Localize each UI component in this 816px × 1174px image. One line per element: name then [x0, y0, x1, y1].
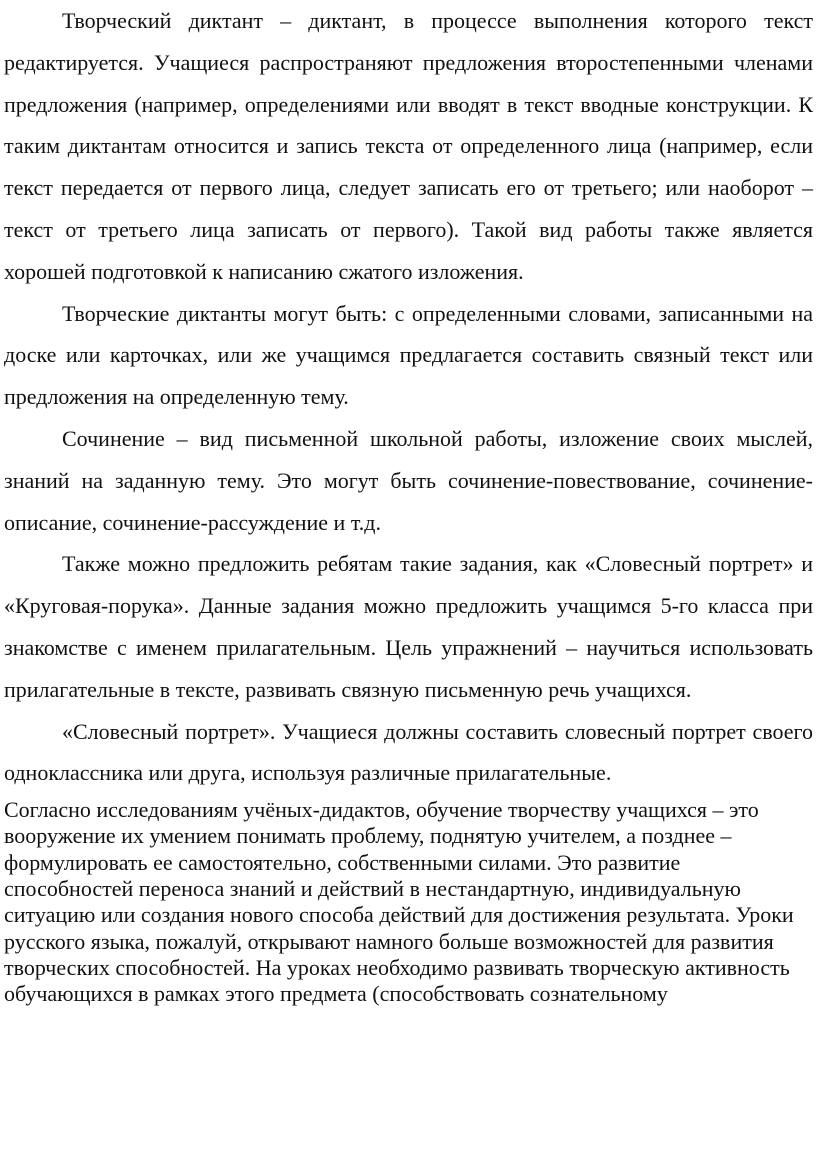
paragraph-creative-dictation: Творческий диктант – диктант, в процессе выполнения которого текст редактируется. Учащиеся распространяют предложения второстепенными членами предложения (например, определениями или вводят в текст вводные конструкции. К таким диктантам относится и запись текста от определенного лица (например, если текст передается от первого лица, следует записать его от третьего; или наоборот – текст от третьего лица записать от первого). Такой вид работы также является хорошей подготовкой к написанию сжатого изложения. [4, 8, 813, 284]
paragraph-research-conclusion: Согласно исследованиям учёных-дидактов, обучение творчеству учащихся – это вооружение их умением понимать проблему, поднятую учителем, а позднее – формулировать ее самостоятельно, собственными силами. Это развитие способностей переноса знаний и действий в нестандартную, индивидуальную ситуацию или создания нового способа действий для достижения результата. Уроки русского языка, пожалуй, открывают намного больше возможностей для развития творческих способностей. На уроках необходимо развивать творческую активность обучающихся в рамках этого предмета (способствовать сознательному [4, 797, 794, 1007]
paragraph-creative-dictation-types: Творческие диктанты могут быть: с определенными словами, записанными на доске или карточках, или же учащимся предлагается составить связный текст или предложения на определенную тему. [4, 300, 813, 410]
paragraph-verbal-portrait: «Словесный портрет». Учащиеся должны составить словесный портрет своего одноклассника или друга, используя различные прилагательные. [4, 718, 813, 786]
paragraph-tasks: Также можно предложить ребятам такие задания, как «Словесный портрет» и «Круговая-порука». Данные задания можно предложить учащимся 5-го класса при знакомстве с именем прилагательным. Цель упражнений – научиться использовать прилагательные в тексте, развивать связную письменную речь учащихся. [4, 551, 813, 702]
paragraph-composition: Сочинение – вид письменной школьной работы, изложение своих мыслей, знаний на заданную тему. Это могут быть сочинение-повествование, сочинение-описание, сочинение-рассуждение и т.д. [4, 425, 813, 535]
